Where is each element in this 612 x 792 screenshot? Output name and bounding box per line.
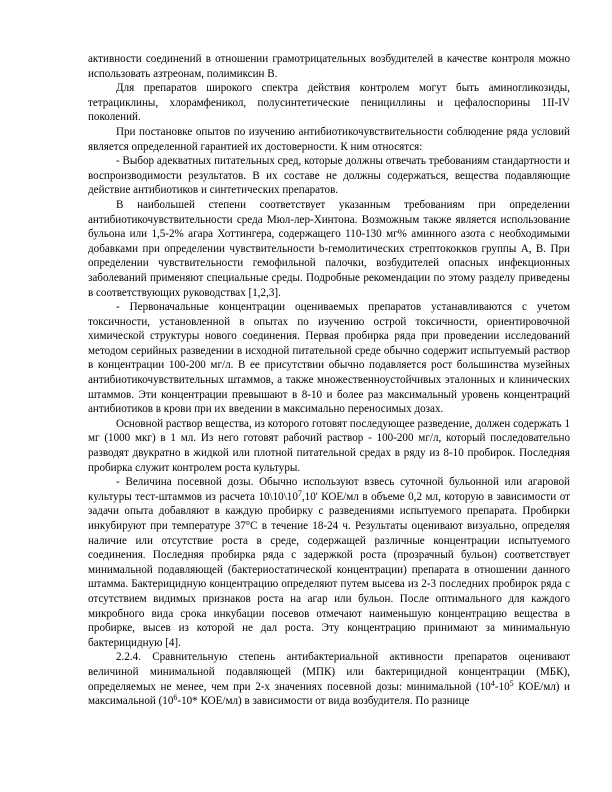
paragraph-2: Для препаратов широкого спектра действия контролем могут быть аминогликозиды, тетрациклины, хлорамфеникол, полусинтетические пенициллины и цефалоспорины 1II-IV поколений.	[88, 82, 570, 124]
paragraph-3: При постановке опытов по изучению антибиотикочувствительности соблюдение ряда условий является определенной гарантией их достоверности. К ним относятся:	[88, 125, 570, 153]
paragraph-8-part-b: ,10' КОЕ/мл в объеме 0,2 мл, которую в зависимости от задачи опыта добавляют в каждую пробирку с разведениями испытуемого препарата. Пробирки инкубируют при температуре 37°С в течение 18-24 ч. Результаты оценивают визуально, определяя наличие или отсутствие роста в среде, содержащей различные концентрации испытуемого соединения. Последняя пробирка ряда с задержкой роста (прозрачный бульон) соответствует минимальной подавляющей (бактериостатической концентрации) препарата в отношении данного штамма. Бактерицидную концентрацию определяют путем высева из 2-3 последних пробирок ряда с отсутствием видимых признаков роста на агар или бульон. После оптимального для каждого микробного вида срока инкубации посевов отмечают наименьшую концентрацию вещества в пробирке, высев из которой не дал роста. Эту концентрацию принимают за минимальную бактерицидную [4].	[88, 490, 570, 649]
paragraph-8-part-a: - Величина посевной дозы. Обычно используют взвесь суточной бульонной или агаровой культуры тест-штаммов из расчета 10\10\10	[88, 476, 570, 503]
paragraph-5: В наибольшей степени соответствует указанным требованиям при определении антибиотикочувствительности среда Мюл-лер-Хинтона. Возможным также является использование бульона или 1,5-2% агара Хоттингера, содержащего 110-130 мг% аминного азота с необходимыми добавками при определении чувствительности b-гемолитических стрептококков группы А, В. При определении чувствительности гемофильной палочки, возбудителей опасных инфекционных заболеваний применяют специальные среды. Подробные рекомендации по этому разделу приведены в соответствующих руководствах [1,2,3].	[88, 198, 570, 299]
paragraph-9-part-a: 2.2.4. Сравнительную степень антибактериальной активности препаратов оценивают величиной минимальной подавляющей (МПК) или бактерицидной концентрации (МБК), определяемых не менее, чем при 2-х значениях посевной дозы: минимальной (10	[88, 651, 570, 693]
paragraph-9-part-d: -10* КОЕ/мл) в зависимости от вида возбудителя. По разнице	[177, 695, 470, 708]
paragraph-7: Основной раствор вещества, из которого готовят последующее разведение, должен содержать 1 мг (1000 мкг) в 1 мл. Из него готовят рабочий раствор - 100-200 мг/л, который последовательно разводят двукратно в жидкой или плотной питательной средах в ряду из 8-10 пробирок. Последняя пробирка служит контролем роста культуры.	[88, 417, 570, 474]
paragraph-8	[88, 475, 570, 650]
paragraph-9-part-b: -10	[494, 680, 510, 693]
paragraph-8-superscript: 7	[297, 488, 302, 498]
paragraph-1: активности соединений в отношении грамотрицательных возбудителей в качестве контроля можно использовать азтреонам, полимиксин В.	[88, 53, 570, 80]
paragraph-9-superscript-3: 6	[173, 693, 178, 703]
paragraph-9-superscript-1: 4	[490, 678, 495, 688]
paragraph-9-superscript-2: 5	[509, 678, 514, 688]
paragraph-6: - Первоначальные концентрации оцениваемых препаратов устанавливаются с учетом токсичности, установленной в опытах по изучению острой токсичности, ориентировочной химической структуры нового соединения. Первая пробирка ряда при проведении исследований методом серийных разведении в исходной питательной среде обычно содержит испытуемый раствор в концентрации 100-200 мг/л. В ее присутствии обычно подавляется рост большинства музейных антибиотикочувствительных штаммов, а также множественноустойчивых эталонных и клинических штаммов. Эти концентрации превышают в 8-10 и более раз максимальный уровень концентраций антибиотиков в крови при их введении в максимально переносимых дозах.	[88, 301, 570, 416]
paragraph-9-part-c: КОЕ/мл) и максимальной (10	[88, 680, 570, 708]
document-page	[88, 52, 570, 709]
paragraph-4: - Выбор адекватных питательных сред, которые должны отвечать требованиям стандартности и воспроизводимости результатов. В их составе не должны содержаться, вещества подавляющие действие антибиотиков и синтетических препаратов.	[88, 155, 570, 197]
paragraph-9	[88, 650, 570, 708]
